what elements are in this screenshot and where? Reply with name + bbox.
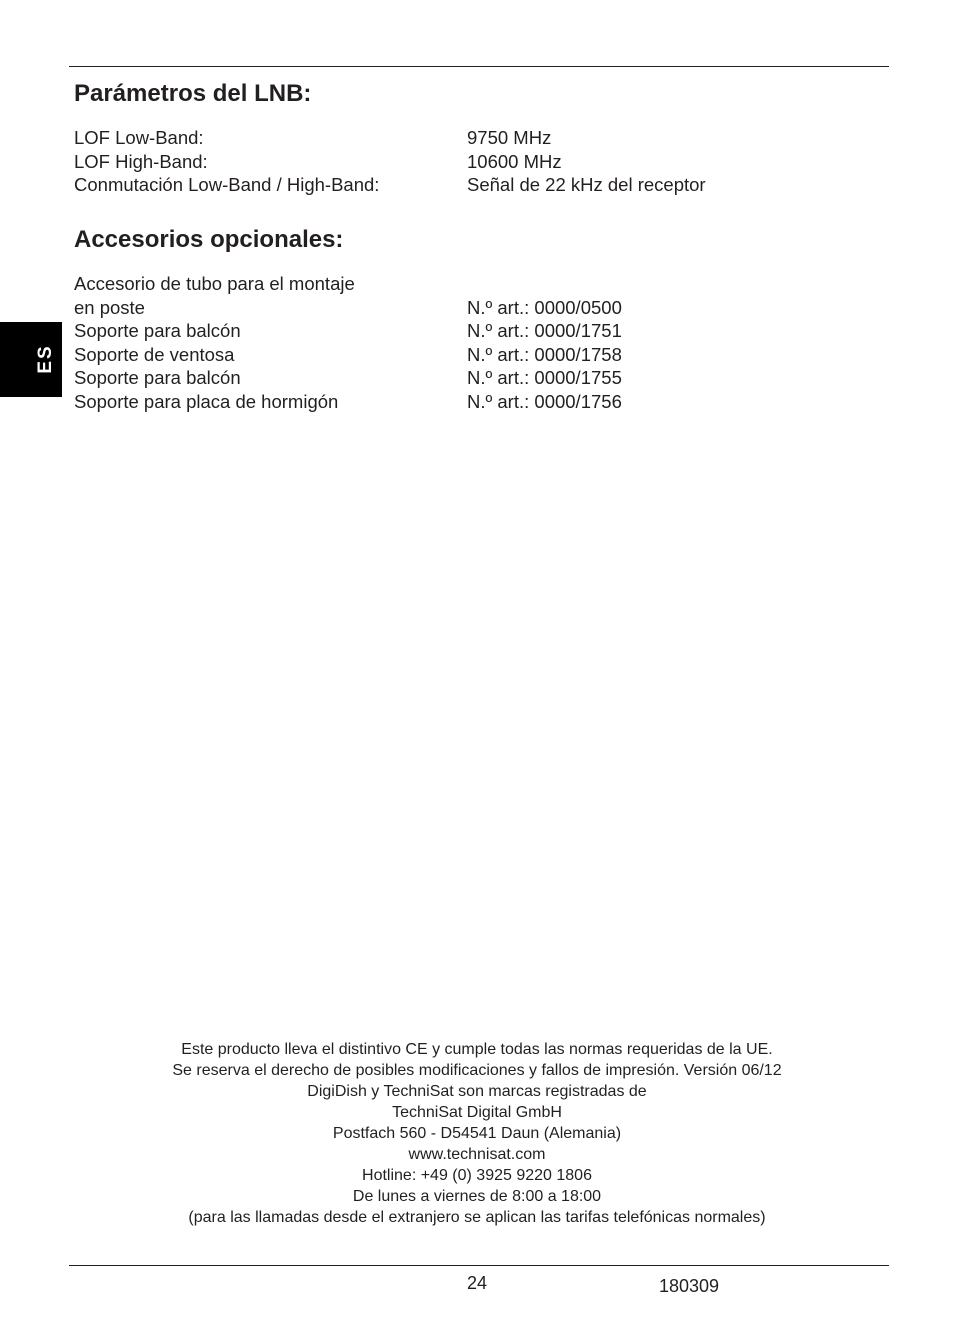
accessory-article-number: N.º art.: 0000/1751 [467, 320, 622, 341]
footer-ce-notice: Este producto lleva el distintivo CE y cumple todas las normas requeridas de la UE. [181, 1041, 773, 1058]
accessory-row [74, 319, 774, 343]
lnb-row-band-switch [74, 173, 774, 197]
language-tab-label: ES [35, 344, 56, 374]
accessory-name: en poste [74, 296, 145, 318]
lnb-parameters-table [74, 126, 774, 197]
accessory-row [74, 296, 774, 320]
lnb-row-label: LOF Low-Band: [74, 127, 204, 148]
bottom-rule [69, 1265, 889, 1266]
accessories-table [74, 272, 774, 413]
accessory-article-number: N.º art.: 0000/1758 [467, 343, 622, 365]
accessory-article-number: N.º art.: 0000/1755 [467, 367, 622, 388]
footer-rights-notice: Se reserva el derecho de posibles modificaciones y fallos de impresión. Versión 06/12 [172, 1062, 782, 1079]
footer-international-note: (para las llamadas desde el extranjero se aplican las tarifas telefónicas normales) [188, 1209, 766, 1226]
lnb-row-value: 9750 MHz [467, 127, 552, 148]
accessory-row [74, 343, 774, 367]
lnb-row-value: Señal de 22 kHz del receptor [467, 174, 706, 195]
legal-footer [0, 1039, 954, 1228]
lnb-row-label: Conmutación Low-Band / High-Band: [74, 174, 380, 195]
footer-hours: De lunes a viernes de 8:00 a 18:00 [352, 1188, 602, 1205]
accessory-article-number: N.º art.: 0000/1756 [467, 390, 622, 412]
lnb-row-label: LOF High-Band: [74, 150, 208, 172]
top-rule [69, 66, 889, 67]
optional-accessories-heading: Accesorios opcionales: [74, 226, 344, 253]
lnb-parameters-heading: Parámetros del LNB: [74, 80, 312, 107]
lnb-row-lof-low [74, 126, 774, 150]
accessory-name: Soporte para balcón [74, 367, 241, 388]
lnb-row-value: 10600 MHz [467, 150, 562, 172]
accessory-row [74, 390, 774, 414]
document-code: 180309 [659, 1276, 720, 1296]
footer-trademark-notice: DigiDish y TechniSat son marcas registradas de [307, 1083, 647, 1100]
language-tab [0, 322, 62, 397]
footer-website: www.technisat.com [408, 1146, 546, 1163]
accessory-row [74, 366, 774, 390]
page-number: 24 [467, 1273, 488, 1293]
lnb-row-lof-high [74, 150, 774, 174]
accessory-article-number: N.º art.: 0000/0500 [467, 296, 622, 318]
footer-hotline: Hotline: +49 (0) 3925 9220 1806 [362, 1167, 592, 1184]
accessory-name: Accesorio de tubo para el montaje [74, 273, 355, 294]
accessory-row [74, 272, 774, 296]
footer-postal-address: Postfach 560 - D54541 Daun (Alemania) [332, 1125, 622, 1142]
accessory-name: Soporte de ventosa [74, 343, 235, 365]
footer-company-name: TechniSat Digital GmbH [392, 1104, 562, 1121]
accessory-name: Soporte para balcón [74, 320, 241, 341]
accessory-name: Soporte para placa de hormigón [74, 390, 339, 412]
